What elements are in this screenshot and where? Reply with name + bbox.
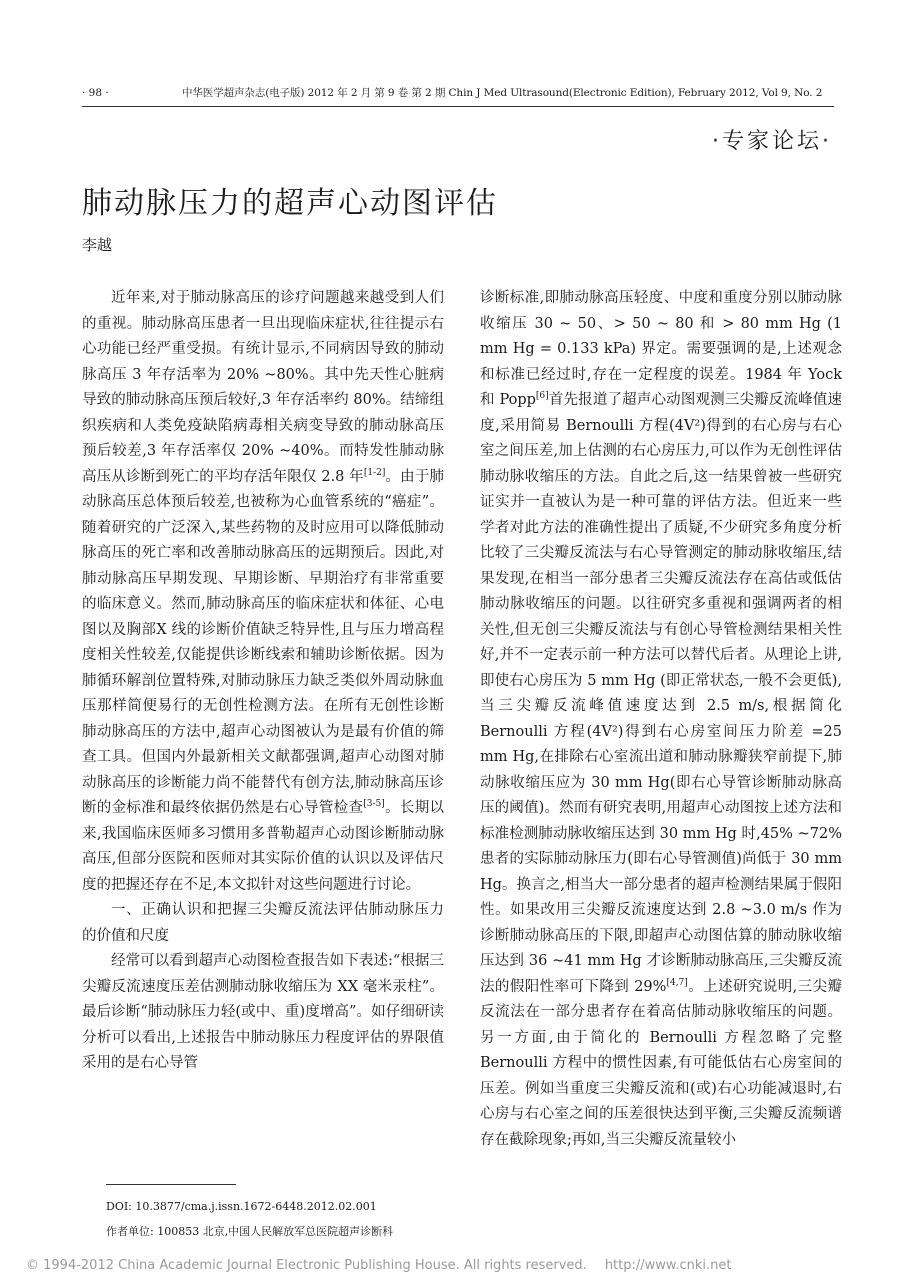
citation-4-7: [4,7]: [666, 977, 688, 988]
doi: DOI: 10.3877/cma.j.issn.1672-6448.2012.02.001: [106, 1200, 377, 1213]
cnki-link[interactable]: http://www.cnki.net: [604, 1258, 732, 1273]
footnote-rule: [106, 1184, 236, 1185]
footnotes: [106, 1194, 466, 1244]
right-column: [480, 286, 842, 1286]
intro-text-b: 。由于肺动脉高压总体预后较差,也被称为心血管系统的“癌症”。随着研究的广泛深入,某些药物的及时应用可以降低肺动脉高压的死亡率和改善肺动脉高压的远期预后。因此,对肺动脉高压早期发现、早期诊断、早期治疗有非常重要的临床意义。然而,肺动脉高压的临床症状和体征、心电图以及胸部X 线的诊断价值缺乏特异性,且与压力增高程度相关性较差,仅能提供诊断线索和辅助诊断依据。因为肺循环解剖位置特殊,对肺动脉压力缺乏类似外周动脉血压那样简便易行的无创性检测方法。在所有无创性诊断肺动脉高压的方法中,超声心动图被认为是最有价值的筛查工具。但国内外最新相关文献都强调,超声心动图对肺动脉高压的诊断能力尚不能替代有创方法,肺动脉高压诊断的金标准和最终依据仍然是右心导管检查: [82, 468, 444, 816]
right-text-b: 首先报道了超声心动图观测三尖瓣反流峰值速度,采用简易 Bernoulli 方程(4V²)得到的右心房与右心室之间压差,加上估测的右心房压力,可以作为无创性评估肺动脉收缩压的方法。自此之后,这一结果曾被一些研究证实并一直被认为是一种可靠的评估方法。但近来一些学者对此方法的准确性提出了质疑,不少研究多角度分析比较了三尖瓣反流法与右心导管测定的肺动脉收缩压,结果发现,在相当一部分患者三尖瓣反流法存在高估或低估肺动脉收缩压的问题。以往研究多重视和强调两者的相关性,但无创三尖瓣反流法与有创心导管检测结果相关性好,并不一定表示前一种方法可以替代后者。从理论上讲,即使右心房压为 5 mm Hg (即正常状态,一般不会更低),当三尖瓣反流峰值速度达到 2.5 m/s,根据简化 Bernoulli 方程(4V²)得到右心房室间压力阶差 =25 mm Hg,在排除右心室流出道和肺动脉瓣狭窄前提下,肺动脉收缩压应为 30 mm Hg(即右心导管诊断肺动脉高压的阈值)。然而有研究表明,用超声心动图按上述方法和标准检测肺动脉收缩压达到 30 mm Hg 时,45% ~72%患者的实际肺动脉压力(即右心导管测值)尚低于 30 mm Hg。换言之,相当大一部分患者的超声检测结果属于假阳性。如果改用三尖瓣反流速度达到 2.8 ~3.0 m/s 作为诊断肺动脉高压的下限,即超声心动图估算的肺动脉收缩压达到 36 ~41 mm Hg 才诊断肺动脉高压,三尖瓣反流法的假阳性率可下降到 29%: [480, 392, 842, 995]
intro-text-a: 近年来,对于肺动脉高压的诊疗问题越来越受到人们的重视。肺动脉高压患者一旦出现临床症状,往往提示右心功能已经严重受损。有统计显示,不同病因导致的肺动脉高压 3 年存活率为 20% ~80%。其中先天性心脏病导致的肺动脉高压预后较好,3 年存活率约 80%。结缔组织疾病和人类免疫缺陷病毒相关病变导致的肺动脉高压预后较差,3 年存活率仅 20% ~40%。而特发性肺动脉高压从诊断到死亡的平均存活年限仅 2.8 年: [82, 290, 444, 485]
intro-paragraph: [82, 286, 444, 898]
citation-1-2: [1-2]: [363, 467, 386, 478]
header-rule: [82, 106, 834, 107]
intro-text-c: 。长期以来,我国临床医师多习惯用多普勒超声心动图诊断肺动脉高压,但部分医院和医师对其实际价值的认识以及评估尺度的把握还存在不足,本文拟针对这些问题进行讨论。: [82, 800, 444, 893]
section-1-paragraph: 经常可以看到超声心动图检查报告如下表述:“根据三尖瓣反流速度压差估测肺动脉收缩压为 XX 毫米汞柱”。最后诊断“肺动脉压力轻(或中、重)度增高”。如仔细研读分析可以看出,上述报告中肺动脉压力程度评估的界限值采用的是右心导管: [82, 953, 444, 1071]
journal-info: 中华医学超声杂志(电子版) 2012 年 2 月 第 9 卷 第 2 期 Chin J Med Ultrasound(Electronic Edition), February 2012, Vol 9, No. 2: [182, 87, 823, 99]
citation-3-5: [3-5]: [363, 799, 385, 810]
left-column: [82, 286, 444, 1286]
continued-paragraph: [480, 286, 842, 1153]
copyright-text: © 1994-2012 China Academic Journal Electronic Publishing House. All rights reserved.: [26, 1258, 587, 1273]
article-title: 肺动脉压力的超声心动图评估: [82, 186, 498, 221]
citation-6: [6]: [535, 391, 549, 402]
section-heading-1: 一、正确认识和把握三尖瓣反流法评估肺动脉压力的价值和尺度: [82, 902, 444, 944]
page-number: · 98 ·: [82, 87, 109, 99]
section-tag: ·专家论坛·: [712, 129, 832, 154]
author: 李越: [82, 236, 113, 254]
affiliation: 作者单位: 100853 北京,中国人民解放军总医院超声诊断科: [106, 1225, 394, 1238]
copyright-notice: [26, 1258, 906, 1273]
running-header: [82, 84, 832, 102]
right-text-c: 。上述研究说明,三尖瓣反流法在一部分患者存在着高估肺动脉收缩压的问题。另一方面,由于简化的 Bernoulli 方程忽略了完整 Bernoulli 方程中的惯性因素,有可能低估右心房室间的压差。例如当重度三尖瓣反流和(或)右心功能减退时,右心房与右心室之间的压差很快达到平衡,三尖瓣反流频谱存在截除现象;再如,当三尖瓣反流量较小: [480, 978, 842, 1148]
right-text-a: 诊断标准,即肺动脉高压轻度、中度和重度分别以肺动脉收缩压 30 ~ 50、> 50 ~ 80 和 > 80 mm Hg (1 mm Hg = 0.133 kPa) 界定。需要强调的是,上述观念和标准已经过时,存在一定程度的误差。1984 年 Yock 和 Popp: [480, 290, 842, 408]
